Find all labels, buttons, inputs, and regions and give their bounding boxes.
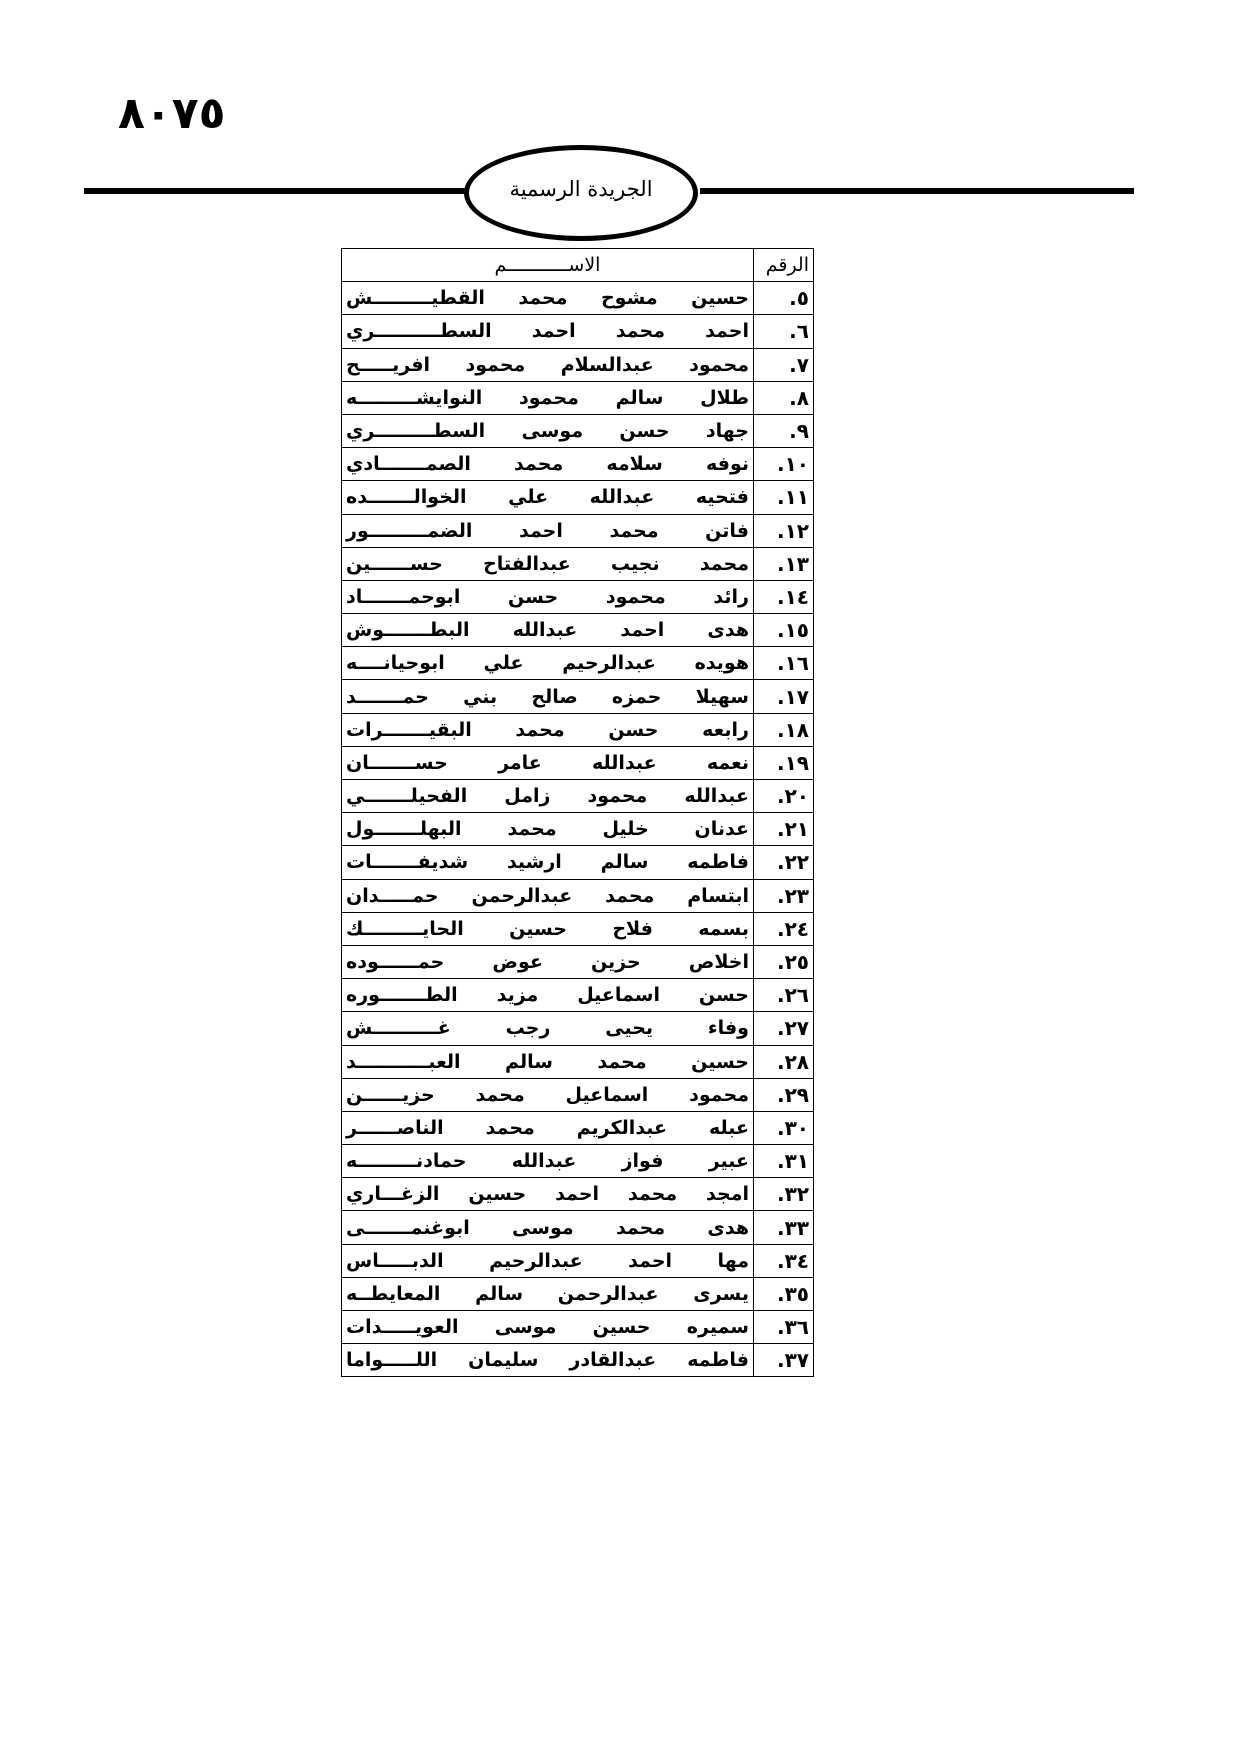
row-name: سهيلا حمزه صالح بني حمـــــــد	[342, 680, 754, 713]
header-rule-right	[700, 188, 1134, 194]
table-row	[342, 481, 814, 514]
table-row	[342, 746, 814, 779]
table-row	[342, 1344, 814, 1377]
row-name: فاتن محمد احمد الضمـــــــــور	[342, 514, 754, 547]
row-number: ٣٢.	[754, 1178, 814, 1211]
row-number: ١٤.	[754, 580, 814, 613]
row-number: ٣٣.	[754, 1211, 814, 1244]
table-row	[342, 381, 814, 414]
row-number: ٦.	[754, 315, 814, 348]
table-row	[342, 580, 814, 613]
table-row	[342, 614, 814, 647]
table-row	[342, 1078, 814, 1111]
row-number: ٢٢.	[754, 846, 814, 879]
table-row	[342, 348, 814, 381]
row-name: هدى محمد موسى ابوغنمـــــــى	[342, 1211, 754, 1244]
row-name: عبدالله محمود زامل الفحيلـــــــي	[342, 780, 754, 813]
column-header-number: الرقم	[754, 249, 814, 282]
row-number: ٢٦.	[754, 979, 814, 1012]
table-row	[342, 1311, 814, 1344]
row-number: ٢٤.	[754, 912, 814, 945]
row-name: عدنان خليل محمد البهلـــــــول	[342, 813, 754, 846]
table-row	[342, 813, 814, 846]
table-row	[342, 414, 814, 447]
row-name: احمد محمد احمد السطــــــــــري	[342, 315, 754, 348]
row-number: ٣٥.	[754, 1277, 814, 1310]
row-number: ١٦.	[754, 647, 814, 680]
row-number: ٢٧.	[754, 1012, 814, 1045]
row-number: ٣١.	[754, 1145, 814, 1178]
column-header-name: الاســـــــــــم	[342, 249, 754, 282]
table-row	[342, 1178, 814, 1211]
row-name: رائد محمود حسن ابوحمـــــــاد	[342, 580, 754, 613]
row-number: ٨.	[754, 381, 814, 414]
row-number: ١٣.	[754, 547, 814, 580]
row-name: طلال سالم محمود النوايشـــــــــه	[342, 381, 754, 414]
row-name: نعمه عبدالله عامر حســـــــان	[342, 746, 754, 779]
row-name: فتحيه عبدالله علي الخوالـــــــده	[342, 481, 754, 514]
row-name: بسمه فلاح حسين الحايـــــــــك	[342, 912, 754, 945]
row-number: ١٧.	[754, 680, 814, 713]
row-name: ابتسام محمد عبدالرحمن حمـــــدان	[342, 879, 754, 912]
table-row	[342, 282, 814, 315]
table-row	[342, 879, 814, 912]
row-name: حسن اسماعيل مزيد الطـــــــوره	[342, 979, 754, 1012]
table-row	[342, 514, 814, 547]
row-name: مها احمد عبدالرحيم الدبـــــاس	[342, 1244, 754, 1277]
table-row	[342, 547, 814, 580]
row-number: ٣٠.	[754, 1111, 814, 1144]
row-name: نوفه سلامه محمد الصمـــــــادي	[342, 448, 754, 481]
table-row	[342, 1045, 814, 1078]
table-row	[342, 1111, 814, 1144]
row-name: فاطمه عبدالقادر سليمان اللـــــواما	[342, 1344, 754, 1377]
row-name: جهاد حسن موسى السطـــــــــري	[342, 414, 754, 447]
row-name: حسين مشوح محمد القطيـــــــــش	[342, 282, 754, 315]
row-number: ٢١.	[754, 813, 814, 846]
table-row	[342, 846, 814, 879]
names-table	[341, 248, 814, 1377]
row-name: فاطمه سالم ارشيد شديفـــــــات	[342, 846, 754, 879]
row-number: ٧.	[754, 348, 814, 381]
row-number: ١٠.	[754, 448, 814, 481]
table-row	[342, 1277, 814, 1310]
table-row	[342, 979, 814, 1012]
row-number: ٣٧.	[754, 1344, 814, 1377]
row-name: هويده عبدالرحيم علي ابوحيانــــه	[342, 647, 754, 680]
gazette-title: الجريدة الرسمية	[509, 177, 653, 201]
table-row	[342, 448, 814, 481]
row-number: ٩.	[754, 414, 814, 447]
row-name: عبله عبدالكريم محمد الناصــــــر	[342, 1111, 754, 1144]
row-number: ٢٠.	[754, 780, 814, 813]
row-name: عبير فواز عبدالله حمادنـــــــــه	[342, 1145, 754, 1178]
row-number: ٢٩.	[754, 1078, 814, 1111]
row-number: ١٢.	[754, 514, 814, 547]
row-name: سميره حسين موسى العويـــــدات	[342, 1311, 754, 1344]
row-number: ٢٨.	[754, 1045, 814, 1078]
row-number: ١٨.	[754, 713, 814, 746]
row-number: ٢٣.	[754, 879, 814, 912]
page-number: ٨٠٧٥	[118, 88, 226, 139]
table-row	[342, 315, 814, 348]
row-name: حسين محمد سالم العبـــــــــــد	[342, 1045, 754, 1078]
table-row	[342, 912, 814, 945]
row-number: ٣٤.	[754, 1244, 814, 1277]
table-row	[342, 647, 814, 680]
row-name: اخلاص حزين عوض حمــــــوده	[342, 945, 754, 978]
row-name: محمد نجيب عبدالفتاح حســــــين	[342, 547, 754, 580]
row-number: ٥.	[754, 282, 814, 315]
table-body	[342, 282, 814, 1377]
row-number: ٢٥.	[754, 945, 814, 978]
table-row	[342, 1145, 814, 1178]
table-header-row	[342, 249, 814, 282]
row-number: ١٩.	[754, 746, 814, 779]
table-row	[342, 1244, 814, 1277]
table-row	[342, 945, 814, 978]
row-number: ٣٦.	[754, 1311, 814, 1344]
table-row	[342, 713, 814, 746]
table-row	[342, 1012, 814, 1045]
row-name: امجد محمد احمد حسين الزغـــاري	[342, 1178, 754, 1211]
table-row	[342, 1211, 814, 1244]
header-rule-left	[84, 188, 469, 194]
row-number: ١٥.	[754, 614, 814, 647]
table-row	[342, 680, 814, 713]
row-name: رابعه حسن محمد البقيـــــــرات	[342, 713, 754, 746]
row-name: يسرى عبدالرحمن سالم المعايطــه	[342, 1277, 754, 1310]
row-name: وفاء يحيى رجب غــــــــــش	[342, 1012, 754, 1045]
gazette-title-badge	[464, 145, 698, 241]
row-number: ١١.	[754, 481, 814, 514]
row-name: محمود عبدالسلام محمود افريـــــح	[342, 348, 754, 381]
row-name: محمود اسماعيل محمد حزيــــــن	[342, 1078, 754, 1111]
table-row	[342, 780, 814, 813]
row-name: هدى احمد عبدالله البطـــــــوش	[342, 614, 754, 647]
